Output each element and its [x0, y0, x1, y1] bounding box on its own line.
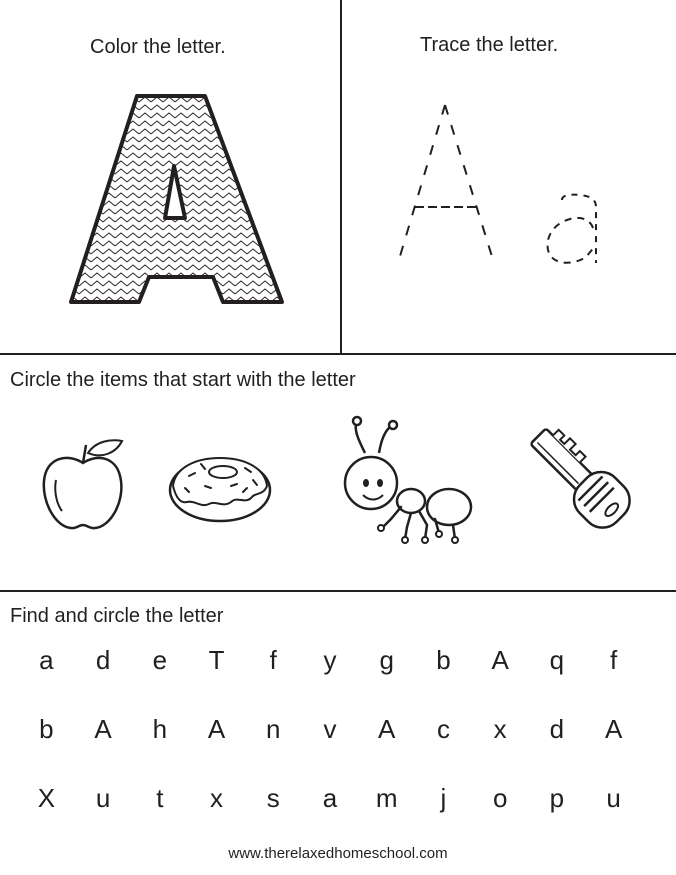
divider-middle: [0, 590, 676, 592]
grid-letter[interactable]: A: [207, 714, 226, 744]
footer-url[interactable]: www.therelaxedhomeschool.com: [228, 845, 448, 862]
grid-letter[interactable]: X: [37, 783, 56, 813]
grid-letter[interactable]: v: [323, 714, 337, 744]
grid-letter[interactable]: x: [493, 714, 507, 744]
donut-icon: [165, 450, 275, 525]
vertical-divider: [340, 0, 342, 353]
grid-letter[interactable]: A: [491, 645, 509, 675]
apple-icon: [38, 435, 128, 535]
grid-letter[interactable]: n: [266, 714, 281, 744]
trace-heading: Trace the letter.: [420, 34, 559, 56]
find-letter-heading: Find and circle the letter: [10, 605, 224, 627]
grid-letter[interactable]: h: [152, 714, 168, 744]
grid-letter[interactable]: u: [606, 783, 621, 813]
divider-top: [0, 353, 676, 355]
grid-letter[interactable]: d: [549, 714, 565, 744]
bubble-letter-a-image: [55, 80, 295, 330]
ant-icon: [335, 415, 475, 545]
trace-letters-image: [390, 95, 620, 275]
grid-letter[interactable]: f: [610, 645, 618, 675]
grid-letter[interactable]: o: [492, 783, 508, 813]
grid-letter[interactable]: x: [210, 783, 224, 813]
grid-letter[interactable]: b: [436, 645, 451, 675]
grid-letter[interactable]: e: [152, 645, 168, 675]
letter-grid: [18, 644, 642, 814]
circle-items-heading: Circle the items that start with the letter: [10, 369, 356, 391]
grid-letter[interactable]: p: [549, 783, 565, 813]
grid-letter[interactable]: A: [94, 714, 112, 744]
grid-letter[interactable]: t: [156, 783, 164, 813]
grid-letter[interactable]: a: [39, 645, 54, 675]
grid-letter[interactable]: c: [436, 714, 450, 744]
grid-letter[interactable]: j: [440, 783, 447, 813]
grid-letter[interactable]: f: [269, 645, 277, 675]
grid-letter[interactable]: T: [208, 645, 225, 675]
grid-letter[interactable]: g: [379, 645, 394, 675]
grid-letter[interactable]: A: [604, 714, 623, 744]
grid-letter[interactable]: b: [39, 714, 54, 744]
key-icon: [525, 420, 640, 540]
grid-letter[interactable]: m: [375, 783, 398, 813]
grid-letter[interactable]: y: [323, 645, 337, 675]
grid-letter[interactable]: A: [378, 714, 396, 744]
color-heading: Color the letter.: [90, 36, 226, 58]
grid-letter[interactable]: d: [95, 645, 111, 675]
grid-letter[interactable]: q: [549, 645, 565, 675]
grid-letter[interactable]: s: [266, 783, 280, 813]
grid-letter[interactable]: u: [95, 783, 111, 813]
grid-letter[interactable]: a: [322, 783, 338, 813]
